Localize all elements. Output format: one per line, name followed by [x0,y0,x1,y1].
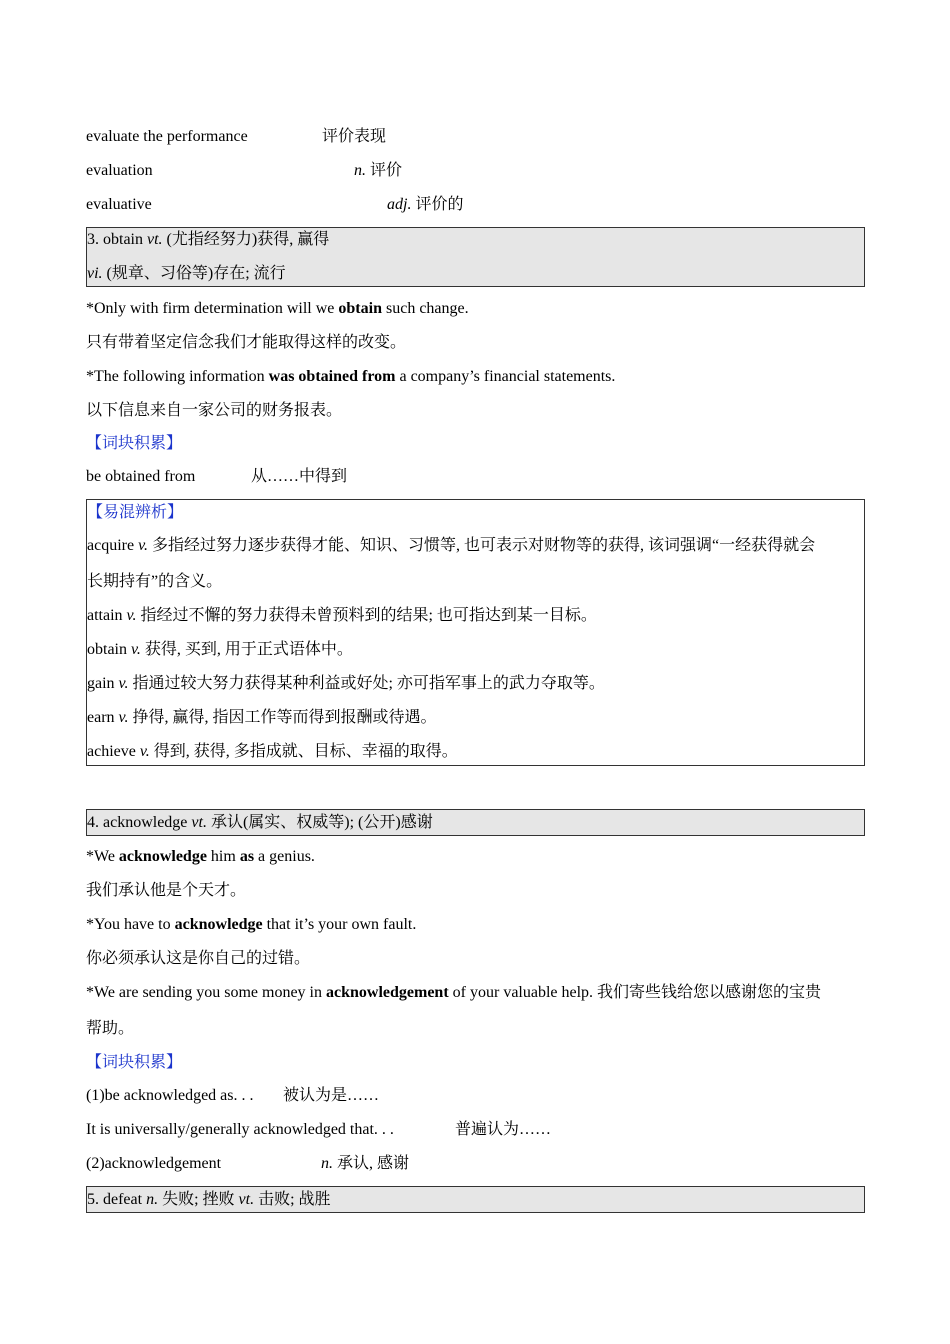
confusable-item: obtain v. 获得, 买到, 用于正式语体中。 [87,641,353,658]
confusable-item: acquire v. 多指经过努力逐步获得才能、知识、习惯等, 也可表示对财物等的获得, 该词强调“一经获得就会 [87,537,816,554]
phrase-row [86,1154,410,1174]
confusable-item: achieve v. 得到, 获得, 多指成就、目标、幸福的取得。 [87,743,458,760]
confusable-words-box [86,499,865,766]
vocab-term: evaluation [86,162,153,179]
entry-head: 5. defeat [87,1191,143,1208]
example-translation: 我们承认他是个天才。 [86,882,247,899]
confusable-item: gain v. 指通过较大努力获得某种利益或好处; 亦可指军事上的武力夺取等。 [87,675,605,692]
example-sentence: *Only with firm determination will we obtain such change. [86,300,469,317]
phrase-row [86,1120,552,1140]
entry-def: 承认(属实、权威等); (公开)感谢 [210,814,433,831]
entry-def: 失败; 挫败 [162,1191,235,1208]
vocab-row [86,161,403,181]
entry-pos: n. [146,1191,159,1208]
entry-header-obtain [86,227,865,287]
phrase-meaning: 被认为是…… [283,1087,380,1104]
phrase-term: (1)be acknowledged as. . . [86,1087,254,1104]
example-sentence: *We are sending you some money in acknowledgement of your valuable help. 我们寄些钱给您以感谢您的宝贵 [86,984,822,1001]
vocab-term: evaluate the performance [86,128,248,145]
section-label-ciku: 【词块积累】 [86,1054,183,1071]
example-sentence: *The following information was obtained from a company’s financial statements. [86,368,616,385]
vocab-term: evaluative [86,196,152,213]
vocab-row [86,195,464,215]
confusable-item-cont: 长期持有”的含义。 [87,573,223,590]
phrase-term: be obtained from [86,468,196,485]
entry-def: (规章、习俗等)存在; 流行 [106,265,286,282]
entry-pos: vi. [87,265,103,282]
entry-head: 4. acknowledge [87,814,188,831]
entry-pos: vt. [238,1191,255,1208]
vocab-meaning: 评价的 [415,196,464,213]
example-translation: 你必须承认这是你自己的过错。 [86,950,311,967]
phrase-meaning: 普遍认为…… [455,1121,552,1138]
phrase-meaning: 从……中得到 [251,468,348,485]
phrase-term: It is universally/generally acknowledged that. . . [86,1121,394,1138]
entry-pos: vt. [147,231,163,248]
confusable-item: attain v. 指经过不懈的努力获得未曾预料到的结果; 也可指达到某一目标。 [87,607,597,624]
vocab-pos: n. [354,162,366,179]
section-label-ciku: 【词块积累】 [86,435,183,452]
example-sentence-cont: 帮助。 [86,1020,135,1037]
example-sentence: *We acknowledge him as a genius. [86,848,315,865]
entry-header-defeat [86,1186,865,1213]
entry-head: 3. obtain [87,231,143,248]
confusable-item: earn v. 挣得, 赢得, 指因工作等而得到报酬或待遇。 [87,709,437,726]
vocab-pos: adj. [387,196,412,213]
entry-pos: vt. [191,814,207,831]
entry-def: 击败; 战胜 [258,1191,331,1208]
example-translation: 以下信息来自一家公司的财务报表。 [86,402,343,419]
entry-header-acknowledge [86,809,865,836]
phrase-row [86,467,348,487]
phrase-row [86,1086,380,1106]
vocab-row [86,127,387,147]
vocab-meaning: 评价 [370,162,403,179]
section-label-yihun: 【易混辨析】 [87,504,184,521]
example-translation: 只有带着坚定信念我们才能取得这样的改变。 [86,334,407,351]
phrase-term: (2)acknowledgement [86,1155,222,1172]
example-sentence: *You have to acknowledge that it’s your own fault. [86,916,417,933]
vocab-meaning: 评价表现 [322,128,387,145]
phrase-pos: n. [321,1155,333,1172]
entry-def: (尤指经努力)获得, 赢得 [166,231,330,248]
phrase-meaning: 承认, 感谢 [337,1155,410,1172]
